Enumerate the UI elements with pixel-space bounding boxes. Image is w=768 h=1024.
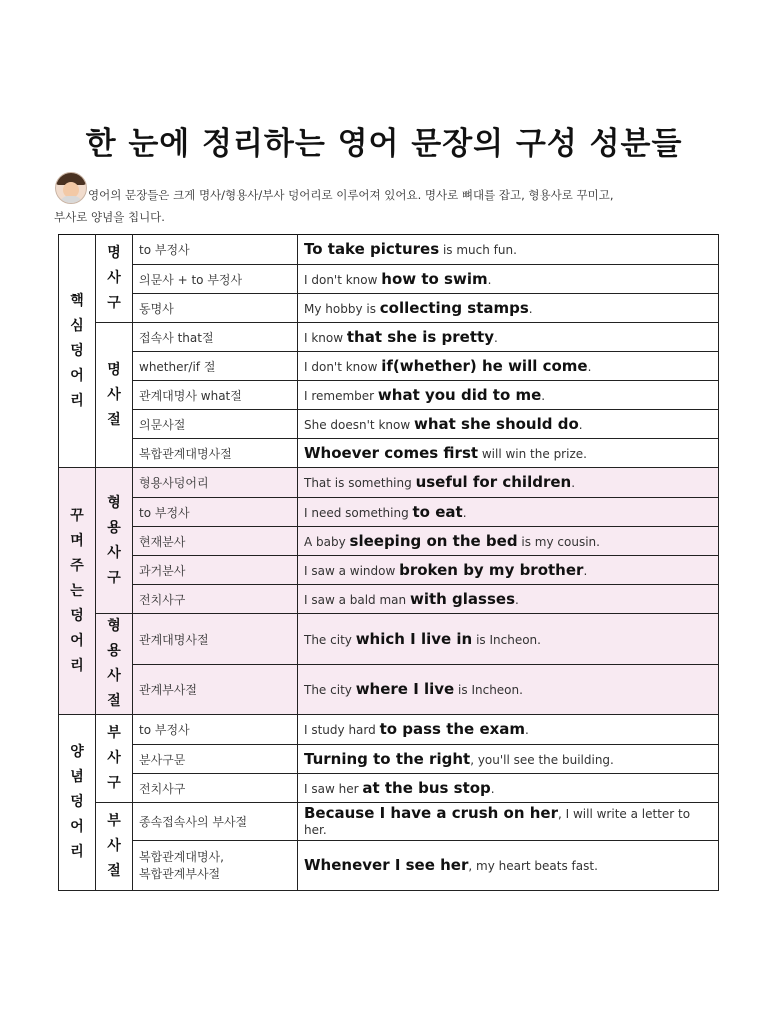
- table-row: [59, 665, 719, 715]
- form-cell: whether/if 절: [133, 352, 298, 381]
- form-cell: 의문사 + to 부정사: [133, 265, 298, 294]
- form-cell: 분사구문: [133, 745, 298, 774]
- table-row: [59, 468, 719, 498]
- example-cell: I saw a bald man with glasses.: [298, 585, 719, 614]
- form-cell: 복합관계대명사절: [133, 439, 298, 468]
- example-cell: Whenever I see her, my heart beats fast.: [298, 841, 719, 891]
- table-row: [59, 323, 719, 352]
- table-row: [59, 841, 719, 891]
- table-row: [59, 265, 719, 294]
- form-cell: 과거분사: [133, 556, 298, 585]
- example-cell: I don't know if(whether) he will come.: [298, 352, 719, 381]
- intro-text: [54, 184, 714, 228]
- subcategory-noun-phrase: 명사구: [96, 235, 133, 323]
- table-row: [59, 715, 719, 745]
- example-cell: Because I have a crush on her, I will write a letter to her.: [298, 803, 719, 841]
- form-cell: 형용사덩어리: [133, 468, 298, 498]
- subcategory-adverb-phrase: 부사구: [96, 715, 133, 803]
- page-title: 한 눈에 정리하는 영어 문장의 구성 성분들: [85, 126, 683, 162]
- example-cell: My hobby is collecting stamps.: [298, 294, 719, 323]
- form-cell: 동명사: [133, 294, 298, 323]
- table-row: [59, 235, 719, 265]
- table-row: [59, 803, 719, 841]
- subcategory-adjective-phrase: 형용사구: [96, 468, 133, 614]
- table-row: [59, 556, 719, 585]
- form-cell: 관계부사절: [133, 665, 298, 715]
- table-row: [59, 614, 719, 665]
- intro-line-2: 부사로 양념을 칩니다.: [54, 210, 165, 224]
- example-cell: I don't know how to swim.: [298, 265, 719, 294]
- form-cell: 관계대명사절: [133, 614, 298, 665]
- example-cell: I know that she is pretty.: [298, 323, 719, 352]
- table-row: [59, 745, 719, 774]
- table-row: [59, 527, 719, 556]
- table-row: [59, 585, 719, 614]
- form-cell: 현재분사: [133, 527, 298, 556]
- form-cell: 종속접속사의 부사절: [133, 803, 298, 841]
- form-cell: 관계대명사 what절: [133, 381, 298, 410]
- form-cell: to 부정사: [133, 715, 298, 745]
- intro-line-1: 영어의 문장들은 크게 명사/형용사/부사 덩어리로 이루어져 있어요. 명사로 뼈대를 잡고, 형용사로 꾸미고,: [88, 188, 614, 202]
- example-cell: A baby sleeping on the bed is my cousin.: [298, 527, 719, 556]
- form-cell: 전치사구: [133, 585, 298, 614]
- example-cell: I need something to eat.: [298, 498, 719, 527]
- subcategory-adjective-clause: 형용사절: [96, 614, 133, 715]
- table-row: [59, 294, 719, 323]
- example-cell: The city which I live in is Incheon.: [298, 614, 719, 665]
- example-cell: I saw her at the bus stop.: [298, 774, 719, 803]
- table-row: [59, 410, 719, 439]
- form-cell: 복합관계대명사, 복합관계부사절: [133, 841, 298, 891]
- table-row: [59, 498, 719, 527]
- form-cell: 의문사절: [133, 410, 298, 439]
- example-cell: She doesn't know what she should do.: [298, 410, 719, 439]
- form-cell: to 부정사: [133, 498, 298, 527]
- form-cell: 전치사구: [133, 774, 298, 803]
- table-row: [59, 439, 719, 468]
- example-cell: To take pictures is much fun.: [298, 235, 719, 265]
- example-cell: Whoever comes first will win the prize.: [298, 439, 719, 468]
- form-cell: to 부정사: [133, 235, 298, 265]
- example-cell: Turning to the right, you'll see the building.: [298, 745, 719, 774]
- example-cell: That is something useful for children.: [298, 468, 719, 498]
- subcategory-adverb-clause: 부사절: [96, 803, 133, 891]
- category-modifier: 꾸며주는덩어리: [59, 468, 96, 715]
- subcategory-noun-clause: 명사절: [96, 323, 133, 468]
- table-row: [59, 381, 719, 410]
- table-row: [59, 352, 719, 381]
- category-seasoning: 양념덩어리: [59, 715, 96, 891]
- example-cell: The city where I live is Incheon.: [298, 665, 719, 715]
- table-row: [59, 774, 719, 803]
- form-cell: 접속사 that절: [133, 323, 298, 352]
- example-cell: I study hard to pass the exam.: [298, 715, 719, 745]
- sentence-component-table: [58, 234, 719, 891]
- category-core: 핵심덩어리: [59, 235, 96, 468]
- example-cell: I remember what you did to me.: [298, 381, 719, 410]
- example-cell: I saw a window broken by my brother.: [298, 556, 719, 585]
